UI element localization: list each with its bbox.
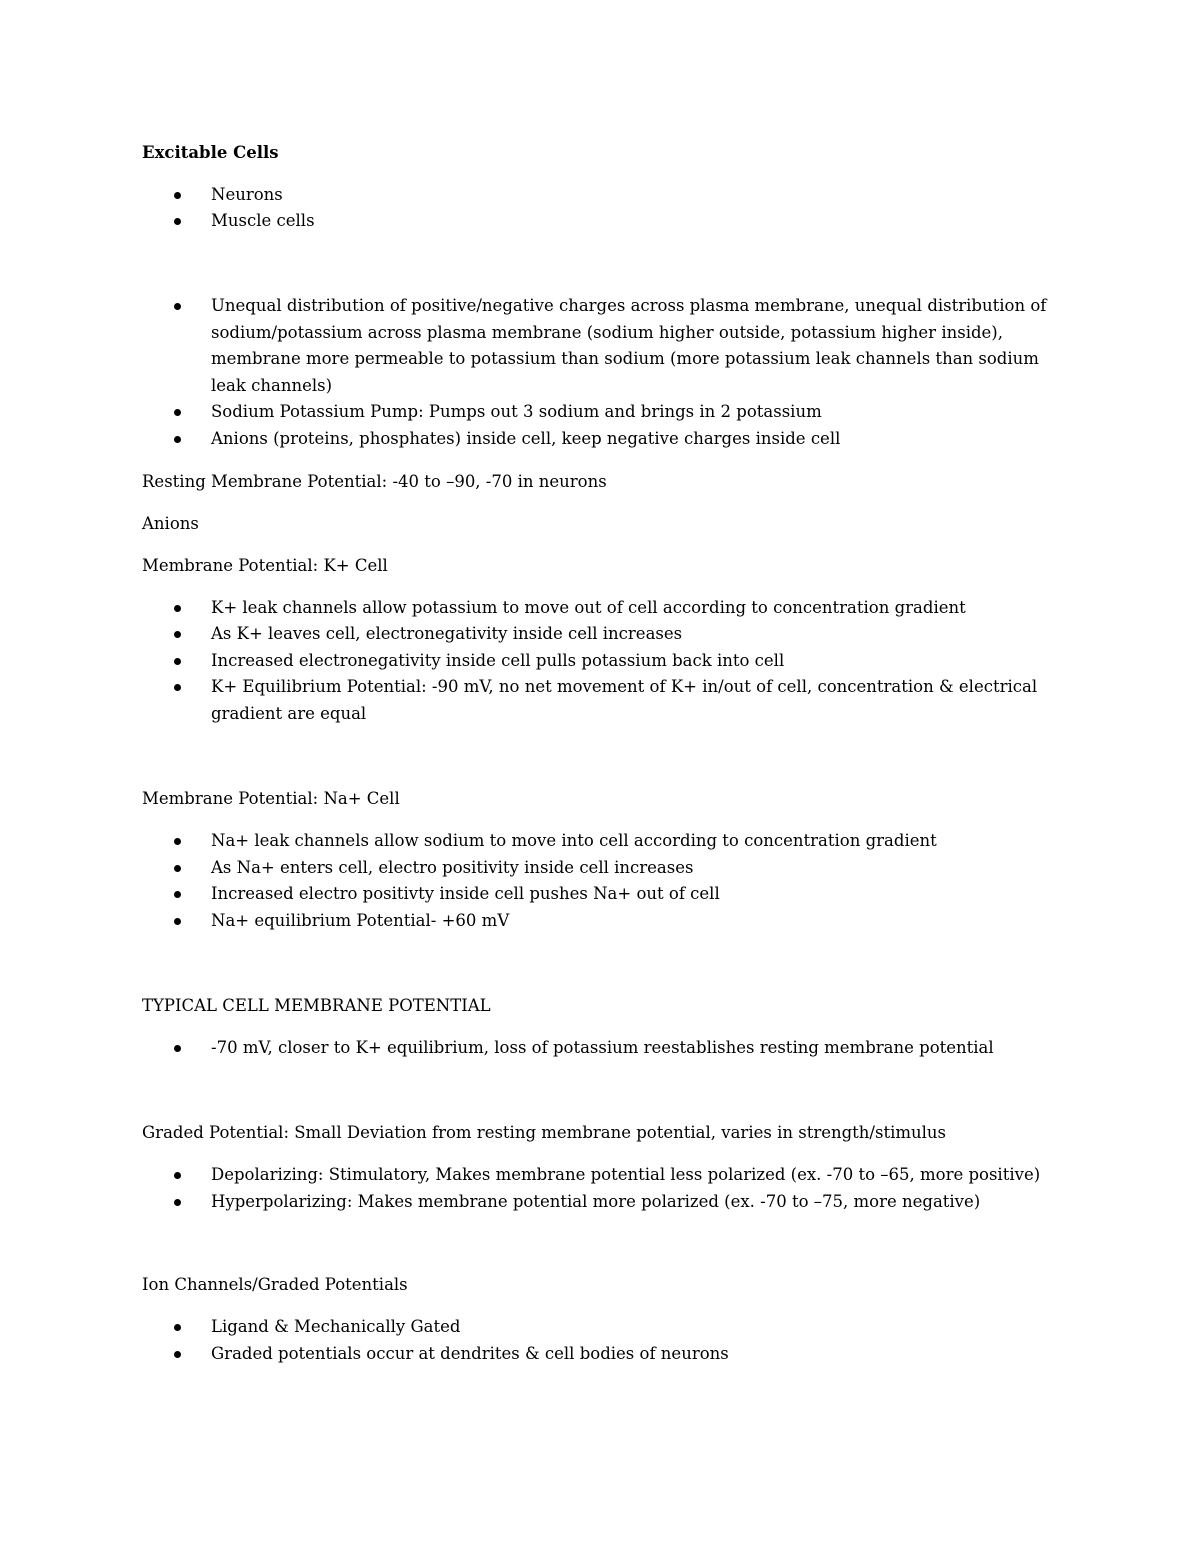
list-item: Na+ leak channels allow sodium to move into cell according to concentration gradient — [211, 831, 937, 850]
list-item: Increased electronegativity inside cell pulls potassium back into cell — [211, 651, 785, 670]
list-item: As Na+ enters cell, electro positivity inside cell increases — [211, 858, 694, 877]
heading-typical-potential: TYPICAL CELL MEMBRANE POTENTIAL — [142, 996, 491, 1015]
list-item: Muscle cells — [211, 211, 315, 230]
list-item: Hyperpolarizing: Makes membrane potential more polarized (ex. -70 to –75, more negative) — [211, 1192, 981, 1211]
heading-k-cell: Membrane Potential: K+ Cell — [142, 556, 388, 575]
list-item: Anions (proteins, phosphates) inside cell, keep negative charges inside cell — [211, 429, 841, 448]
bullet-icon — [174, 838, 181, 845]
heading-graded-potential: Graded Potential: Small Deviation from resting membrane potential, varies in strength/stimulus — [142, 1123, 946, 1142]
list-item: Na+ equilibrium Potential- +60 mV — [211, 911, 510, 930]
bullet-icon — [174, 631, 181, 638]
bullet-icon — [174, 865, 181, 872]
heading-ion-channels: Ion Channels/Graded Potentials — [142, 1275, 408, 1294]
bullet-icon — [174, 436, 181, 443]
list-item: Depolarizing: Stimulatory, Makes membrane potential less polarized (ex. -70 to –65, more positive) — [211, 1165, 1041, 1184]
list-item: Neurons — [211, 185, 283, 204]
list-item: As K+ leaves cell, electronegativity inside cell increases — [211, 624, 683, 643]
anions-label: Anions — [142, 514, 199, 533]
list-item: Sodium Potassium Pump: Pumps out 3 sodium and brings in 2 potassium — [211, 402, 822, 421]
list-item: K+ Equilibrium Potential: -90 mV, no net movement of K+ in/out of cell, concentration & electrical gradient are equal — [211, 677, 1038, 723]
bullet-icon — [174, 658, 181, 665]
bullet-icon — [174, 409, 181, 416]
bullet-icon — [174, 1045, 181, 1052]
bullet-icon — [174, 1199, 181, 1206]
bullet-icon — [174, 303, 181, 310]
bullet-icon — [174, 1324, 181, 1331]
bullet-icon — [174, 891, 181, 898]
list-item: -70 mV, closer to K+ equilibrium, loss of potassium reestablishes resting membrane potential — [211, 1038, 994, 1057]
resting-membrane-potential: Resting Membrane Potential: -40 to –90, -70 in neurons — [142, 472, 607, 491]
list-item: Increased electro positivty inside cell pushes Na+ out of cell — [211, 884, 720, 903]
bullet-icon — [174, 192, 181, 199]
bullet-icon — [174, 218, 181, 225]
bullet-icon — [174, 684, 181, 691]
bullet-icon — [174, 1172, 181, 1179]
heading-na-cell: Membrane Potential: Na+ Cell — [142, 789, 400, 808]
bullet-icon — [174, 605, 181, 612]
list-item: Graded potentials occur at dendrites & cell bodies of neurons — [211, 1344, 729, 1363]
list-item: Unequal distribution of positive/negative charges across plasma membrane, unequal distribution of sodium/potassium across plasma membrane (sodium higher outside, potassium higher inside), membrane more permeable to potassium than sodium (more potassium leak channels than sodium leak channels) — [211, 296, 1047, 395]
bullet-icon — [174, 918, 181, 925]
list-item: Ligand & Mechanically Gated — [211, 1317, 461, 1336]
list-item: K+ leak channels allow potassium to move out of cell according to concentration gradient — [211, 598, 966, 617]
bullet-icon — [174, 1351, 181, 1358]
heading-excitable-cells: Excitable Cells — [142, 143, 279, 162]
